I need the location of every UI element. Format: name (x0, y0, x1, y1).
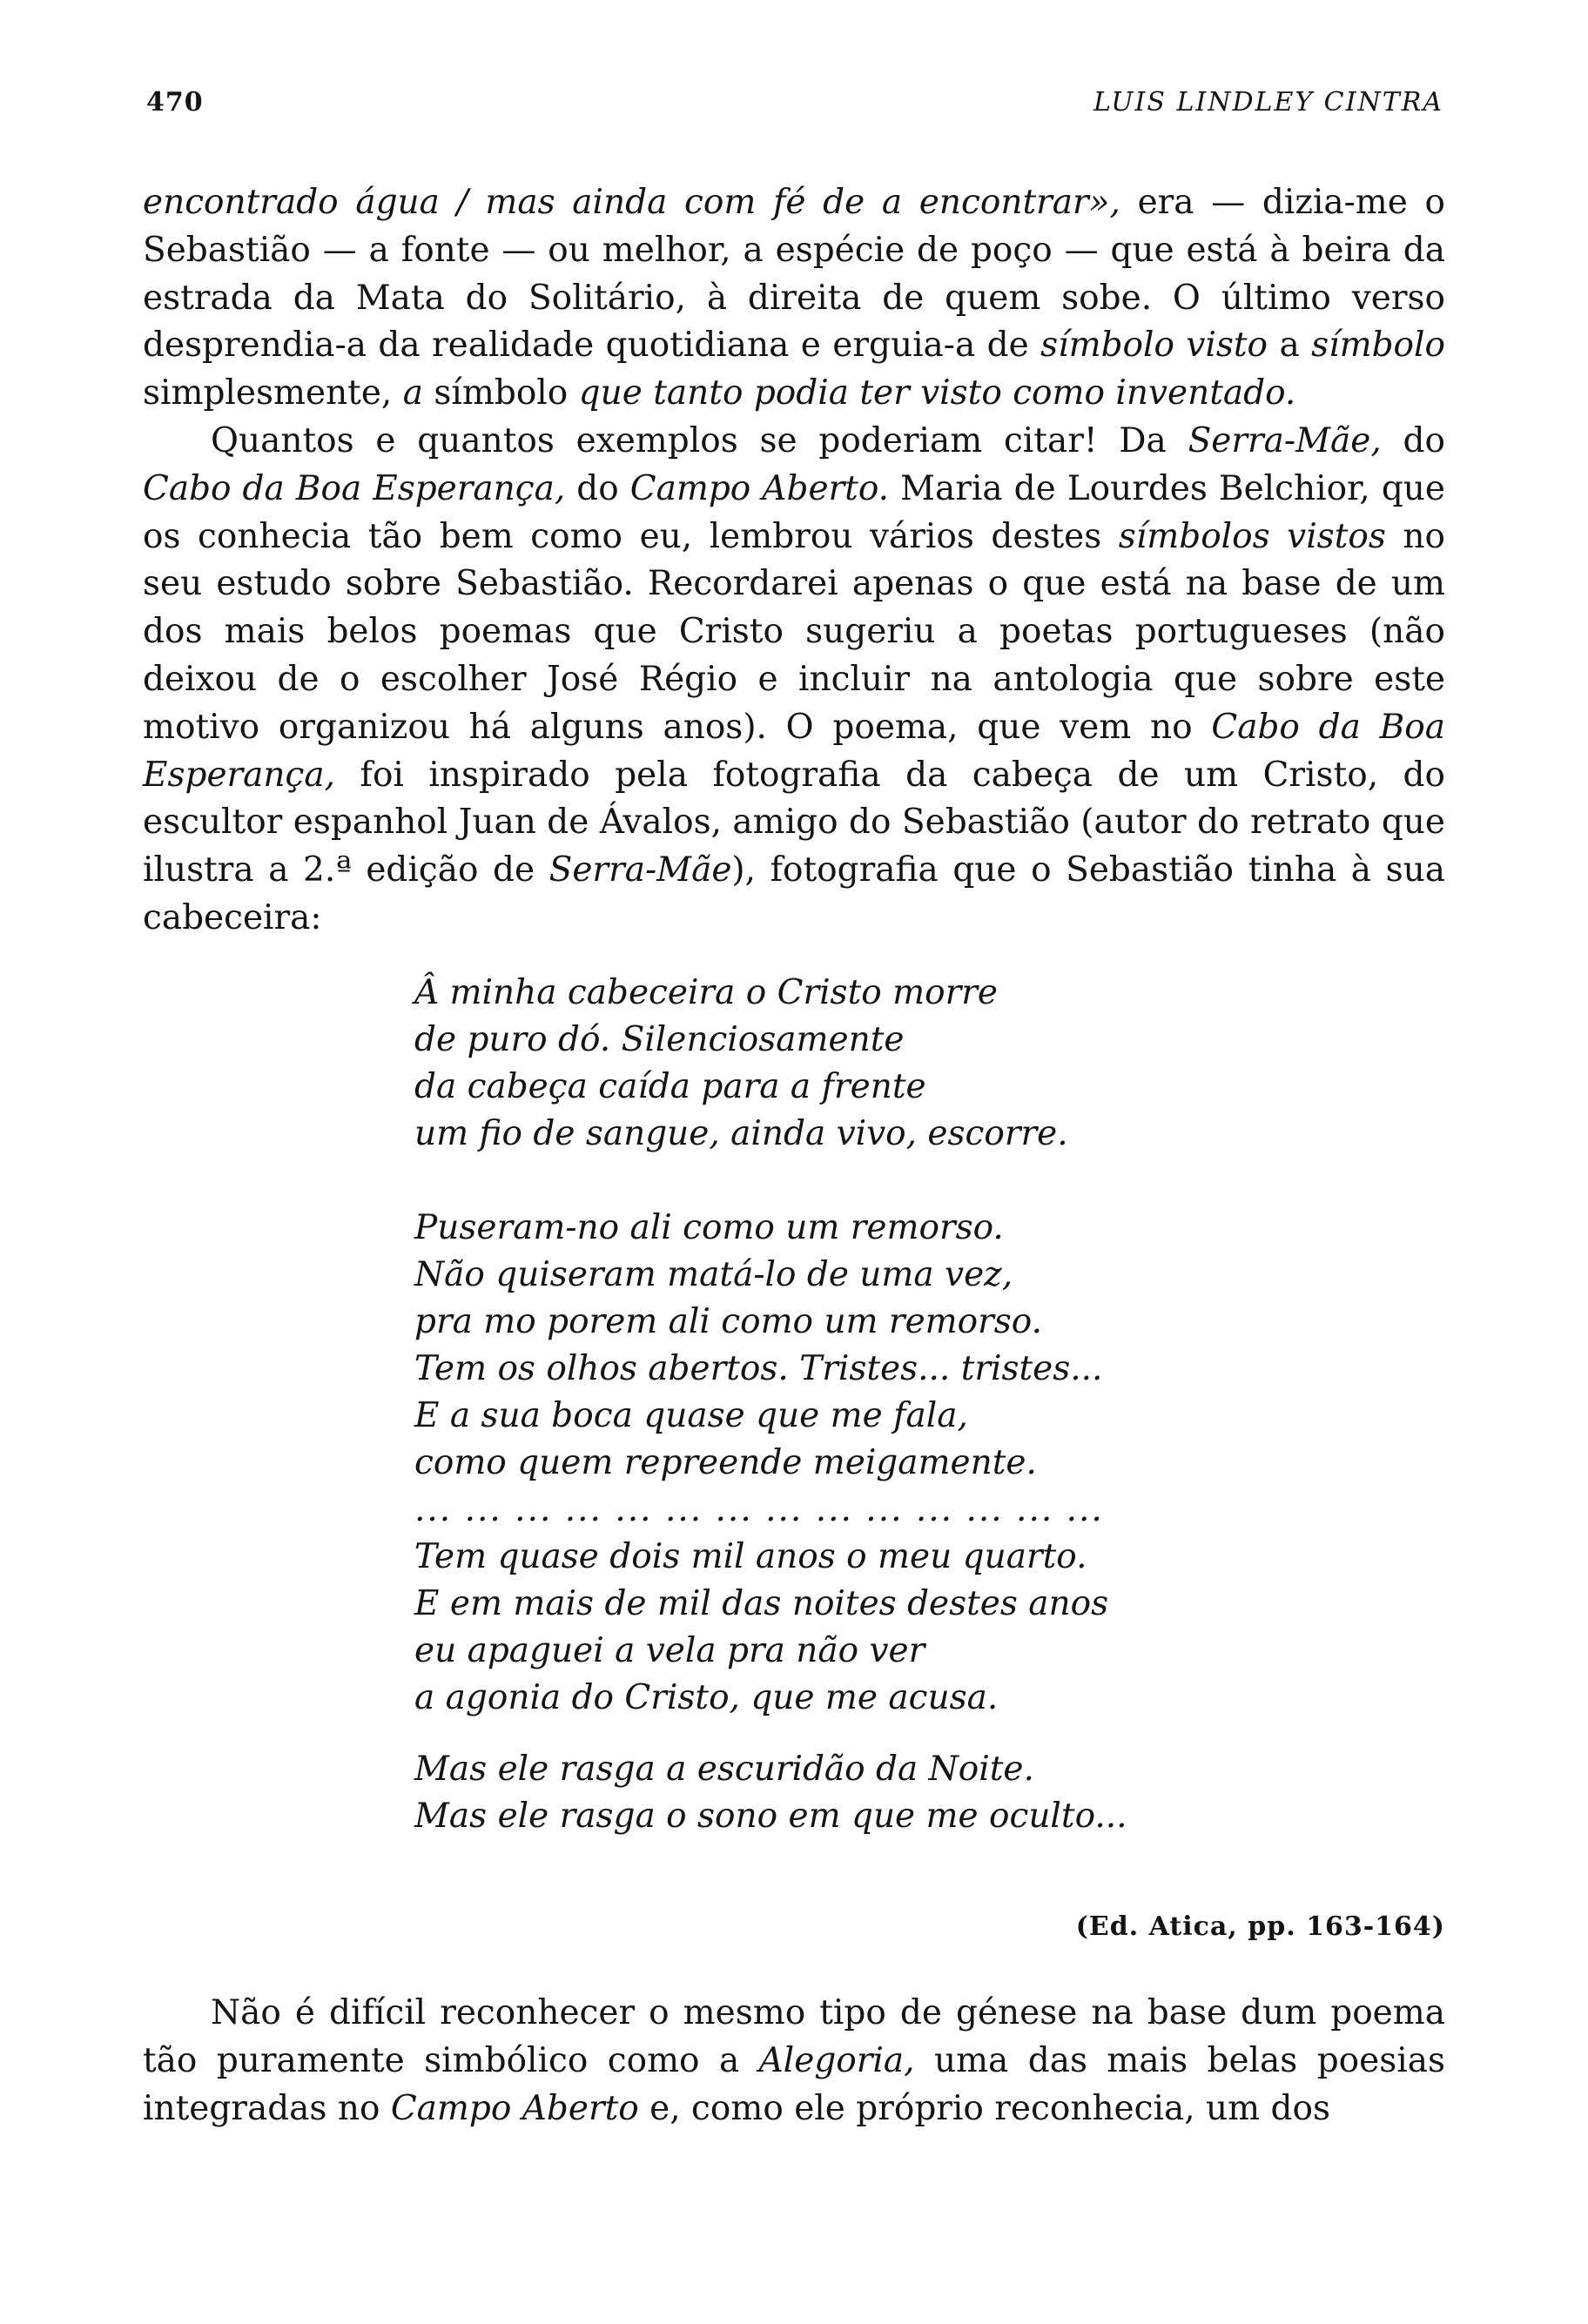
text-run: ), fotografia que o Sebastião tinha à sua cabeceira: (143, 850, 1445, 937)
text-run: simplesmente, (143, 373, 403, 413)
text-run: foi inspirado pela fotografia da cabeça de um Cristo, do escultor espanhol Juan de Ávalos, amigo do Sebastião (autor do retrato que ilustra a 2.ª edição de (143, 755, 1445, 890)
poem-line: Puseram-no ali como um remorso. (414, 1208, 1004, 1247)
text-run: do (1381, 421, 1445, 460)
poem-stanza-1 (414, 970, 1459, 1158)
poem-title: Alegoria, (758, 2040, 915, 2080)
book-title: Serra-Mãe (548, 850, 732, 890)
text-run: e, como ele próprio reconhecia, um dos (638, 2088, 1330, 2128)
paragraph-2 (143, 418, 1445, 943)
poem-line: Tem os olhos abertos. Tristes... tristes... (414, 1349, 1103, 1388)
source-citation: (Ed. Atica, pp. 163-164) (1075, 1911, 1445, 1942)
book-title: Campo Aberto (390, 2088, 639, 2128)
poem-line: Â minha cabeceira o Cristo morre (414, 973, 998, 1012)
poem-line: como quem repreende meigamente. (414, 1443, 1037, 1482)
emphasis: símbolos vistos (1118, 516, 1386, 556)
text-run: era — dizia-me o Sebastião — a fonte — ou melhor, a espécie de poço — que está à beira da estrada da Mata do Solitário, à direita de quem sobe. O último verso desprendia-a da realidade quotidiana e erguia-a de (143, 183, 1445, 366)
quote-fragment: encontrado água / mas ainda com fé de a encontrar», (143, 183, 1120, 222)
poem-line: Tem quase dois mil anos o meu quarto. (414, 1537, 1087, 1576)
running-head (146, 87, 1443, 132)
page-number: 470 (146, 87, 204, 118)
poem-line: E a sua boca quase que me fala, (414, 1396, 968, 1435)
text-run: uma das mais belas poesias integradas no (143, 2040, 1445, 2128)
running-title: LUIS LINDLEY CINTRA (1093, 87, 1443, 118)
text-run: do (565, 468, 630, 508)
book-title: Campo Aberto. (629, 468, 890, 508)
poem-stanza-2 (414, 1205, 1459, 1722)
poem-line: Mas ele rasga o sono em que me oculto... (414, 1797, 1127, 1836)
emphasis: que tanto podia ter visto como inventado. (578, 373, 1296, 413)
emphasis: símbolo visto (1040, 326, 1268, 366)
text-run: Não é difícil reconhecer o mesmo tipo de génese na base dum poema tão puramente simbólico como a (143, 1993, 1445, 2080)
text-run: no seu estudo sobre Sebastião. Recordarei apenas o que está na base de um dos mais belos poemas que Cristo sugeriu a poetas portugueses (não deixou de o escolher José Régio e incluir na antologia que sobre este motivo organizou há alguns anos). O poema, que vem no (143, 516, 1446, 747)
paragraph-3 (143, 1990, 1445, 2133)
poem-stanza-3 (414, 1746, 1459, 1840)
poem-line: pra mo porem ali como um remorso. (414, 1302, 1042, 1341)
omission-mark: ... ... ... ... ... ... ... ... ... ... ... ... ... ... (414, 1490, 1104, 1529)
poem-line: Não quiseram matá-lo de uma vez, (414, 1255, 1013, 1294)
book-title: Cabo da Boa Esperança, (143, 707, 1445, 795)
text-run: Maria de Lourdes Belchior, que os conhecia tão bem como eu, lembrou vários destes (143, 468, 1445, 556)
poem-line: a agonia do Cristo, que me acusa. (414, 1678, 999, 1717)
book-title: Cabo da Boa Esperança, (143, 468, 566, 508)
text-run: a (1268, 326, 1312, 366)
poem-line: um fio de sangue, ainda vivo, escorre. (414, 1114, 1068, 1153)
emphasis: símbolo (1311, 326, 1445, 366)
paragraph-1 (143, 179, 1445, 418)
emphasis: a (402, 373, 423, 413)
book-title: Serra-Mãe, (1188, 421, 1382, 460)
text-run: símbolo (423, 373, 579, 413)
poem-line: eu apaguei a vela pra não ver (414, 1631, 925, 1670)
poem-line: da cabeça caída para a frente (414, 1067, 926, 1106)
poem-line: E em mais de mil das noites destes anos (414, 1584, 1109, 1623)
poem-line: Mas ele rasga a escuridão da Noite. (414, 1750, 1034, 1789)
text-run: Quantos e quantos exemplos se poderiam citar! Da (211, 421, 1188, 460)
poem-line: de puro dó. Silenciosamente (414, 1020, 905, 1059)
